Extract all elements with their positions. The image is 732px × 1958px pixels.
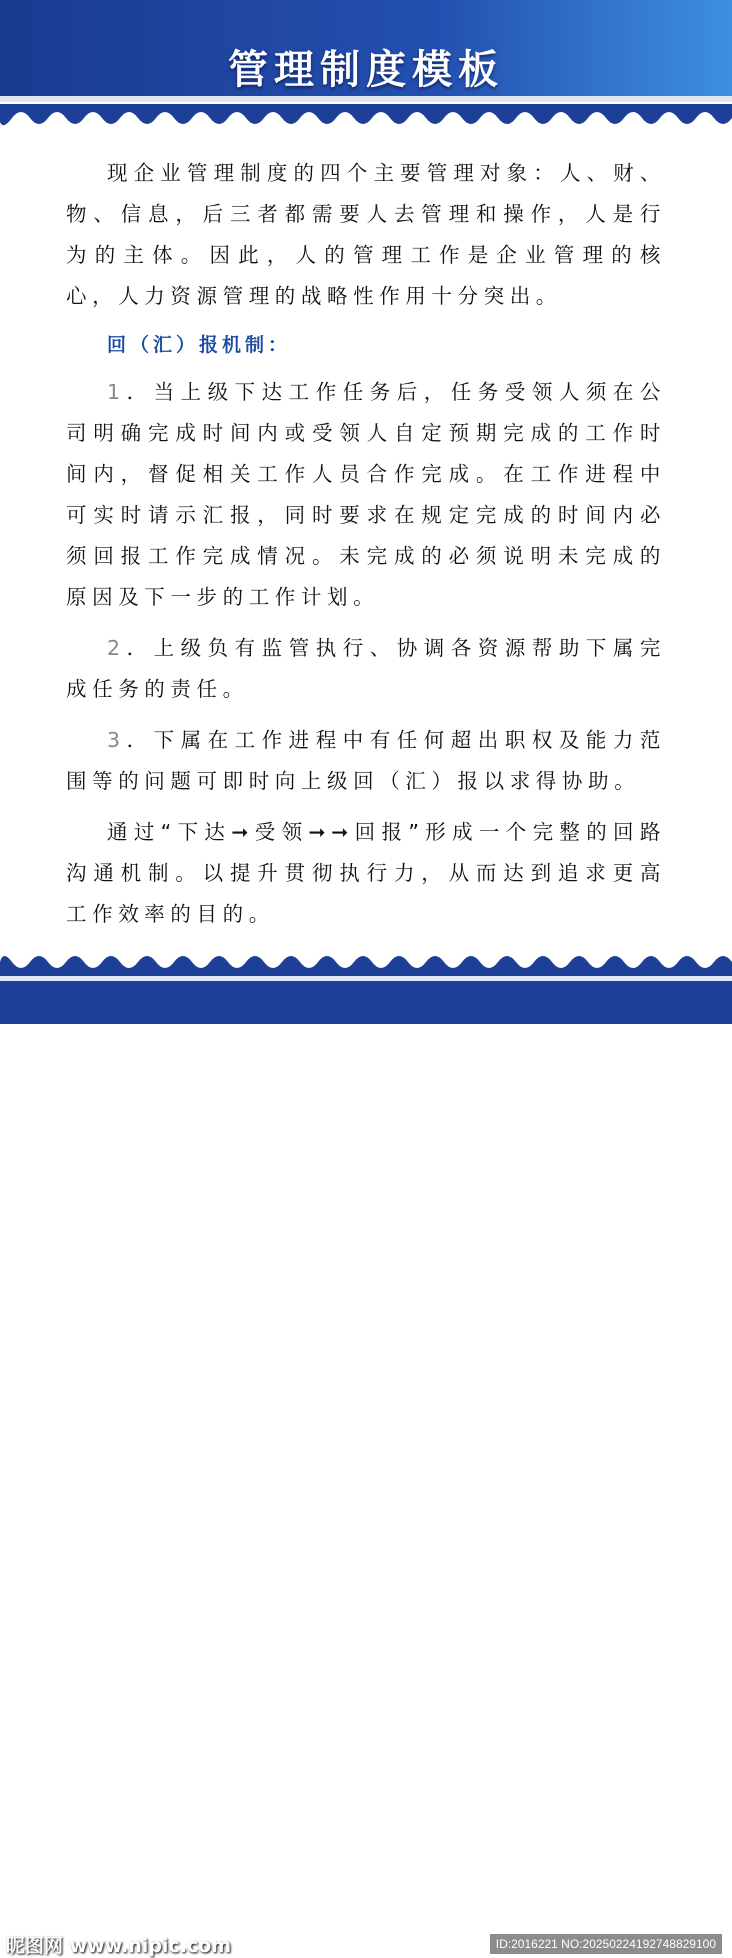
item-number: 3 bbox=[107, 728, 126, 752]
page-title: 管理制度模板 bbox=[228, 47, 504, 93]
item-text: ．下属在工作进程中有任何超出职权及能力范围等的问题可即时向上级回（汇）报以求得协助。 bbox=[66, 728, 666, 793]
image-id-strip: ID:2016221 NO:20250224192748829100 bbox=[490, 1934, 722, 1954]
intro-paragraph: 现企业管理制度的四个主要管理对象：人、财、物、信息，后三者都需要人去管理和操作，人是行为的主体。因此，人的管理工作是企业管理的核心，人力资源管理的战略性作用十分突出。 bbox=[66, 161, 666, 308]
site-watermark: 昵图网 www.nipic.com bbox=[6, 1935, 232, 1957]
footer-banner bbox=[0, 948, 732, 1957]
item-text: ．当上级下达工作任务后，任务受领人须在公司明确完成时间内或受领人自定预期完成的工作时间内，督促相关工作人员合作完成。在工作进程中可实时请示汇报，同时要求在规定完成的时间内必须回报工作完成情况。未完成的必须说明未完成的原因及下一步的工作计划。 bbox=[66, 380, 666, 609]
section-heading: 回（汇）报机制： bbox=[107, 334, 292, 356]
item-text: ．上级负有监管执行、协调各资源帮助下属完成任务的责任。 bbox=[66, 636, 666, 701]
list-item-3 bbox=[66, 720, 666, 802]
footer-wave-graphic bbox=[0, 948, 732, 1024]
header-banner bbox=[0, 0, 732, 132]
item-number: 2 bbox=[107, 636, 126, 660]
item-number: 1 bbox=[107, 380, 126, 404]
document-body bbox=[66, 153, 666, 935]
list-item-2 bbox=[66, 628, 666, 710]
list-item-1 bbox=[66, 372, 666, 618]
conclusion-paragraph: 通过“下达➞受领➞➞回报”形成一个完整的回路沟通机制。以提升贯彻执行力，从而达到追求更高工作效率的目的。 bbox=[66, 820, 666, 926]
